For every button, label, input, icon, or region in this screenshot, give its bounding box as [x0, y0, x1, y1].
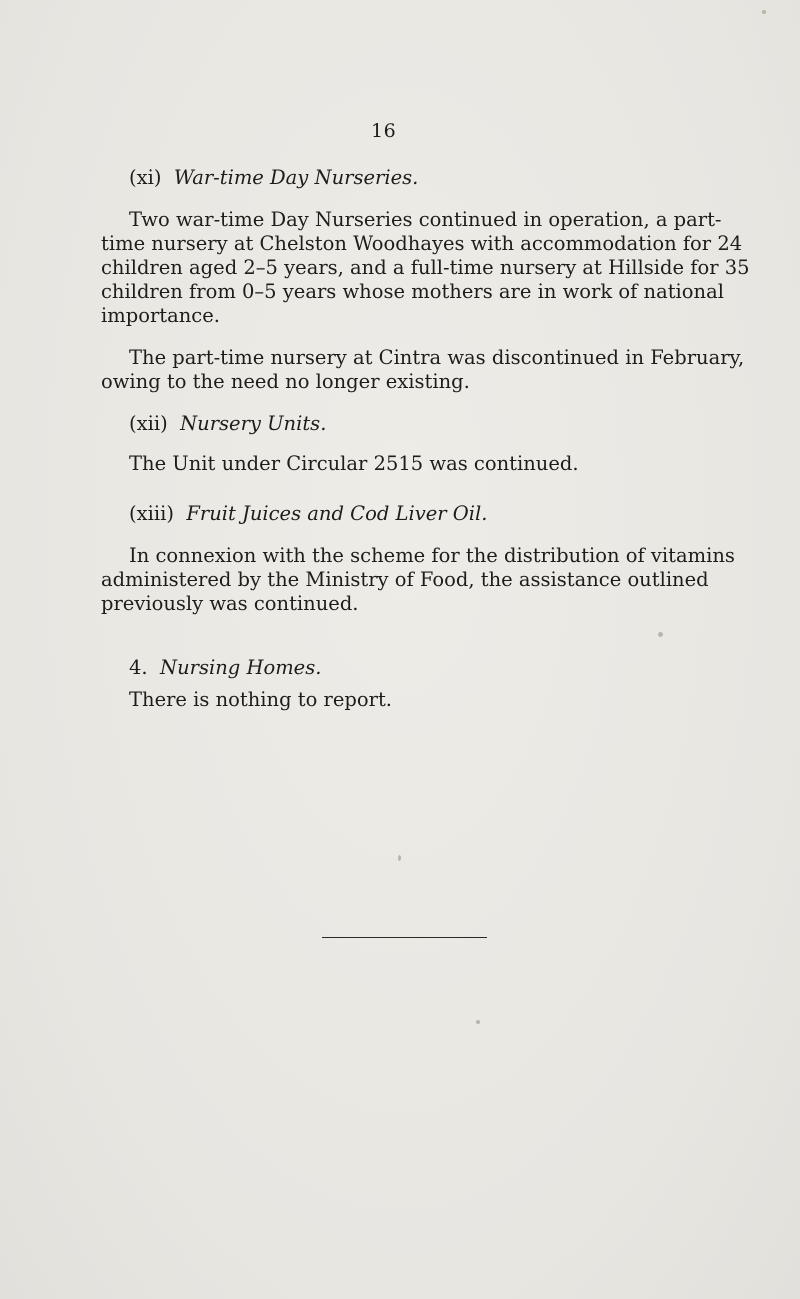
section-xi-number: (xi) — [129, 166, 162, 189]
section-xii-title: Nursery Units. — [180, 412, 327, 435]
section-4-p1-line-1: There is nothing to report. — [129, 688, 392, 711]
section-xii-number: (xii) — [129, 412, 168, 435]
section-xi-p1-line-2: time nursery at Chelston Woodhayes with accommodation for 24 — [101, 232, 743, 255]
paper-speck — [398, 855, 401, 861]
section-xiii-p1-line-3: previously was continued. — [101, 592, 359, 615]
paper-speck — [476, 1020, 480, 1024]
paper-speck — [658, 632, 663, 637]
section-4-number: 4. — [129, 656, 148, 679]
section-xi-p2-line-1: The part-time nursery at Cintra was discontinued in February, — [129, 346, 745, 369]
section-xiii-p1-line-1: In connexion with the scheme for the distribution of vitamins — [129, 544, 735, 567]
section-xi-p2-line-2: owing to the need no longer existing. — [101, 370, 470, 393]
section-xiii-number: (xiii) — [129, 502, 174, 525]
section-xi-p1-line-1: Two war-time Day Nurseries continued in operation, a part- — [129, 208, 722, 231]
closing-rule — [322, 937, 487, 938]
section-xii-heading — [129, 412, 326, 436]
section-4-heading — [129, 656, 321, 680]
page-number: 16 — [371, 120, 397, 142]
paper-speck — [762, 10, 766, 14]
section-xiii-title: Fruit Juices and Cod Liver Oil. — [186, 502, 488, 525]
section-xi-title: War-time Day Nurseries. — [173, 166, 419, 189]
section-xi-p1-line-3: children aged 2–5 years, and a full-time nursery at Hillside for 35 — [101, 256, 750, 279]
section-xi-p1-line-5: importance. — [101, 304, 220, 327]
section-xii-p1-line-1: The Unit under Circular 2515 was continued. — [129, 452, 579, 475]
section-xiii-heading — [129, 502, 487, 526]
section-4-title: Nursing Homes. — [160, 656, 322, 679]
section-xi-heading — [129, 166, 418, 190]
section-xi-p1-line-4: children from 0–5 years whose mothers are in work of national — [101, 280, 724, 303]
section-xiii-p1-line-2: administered by the Ministry of Food, the assistance outlined — [101, 568, 709, 591]
